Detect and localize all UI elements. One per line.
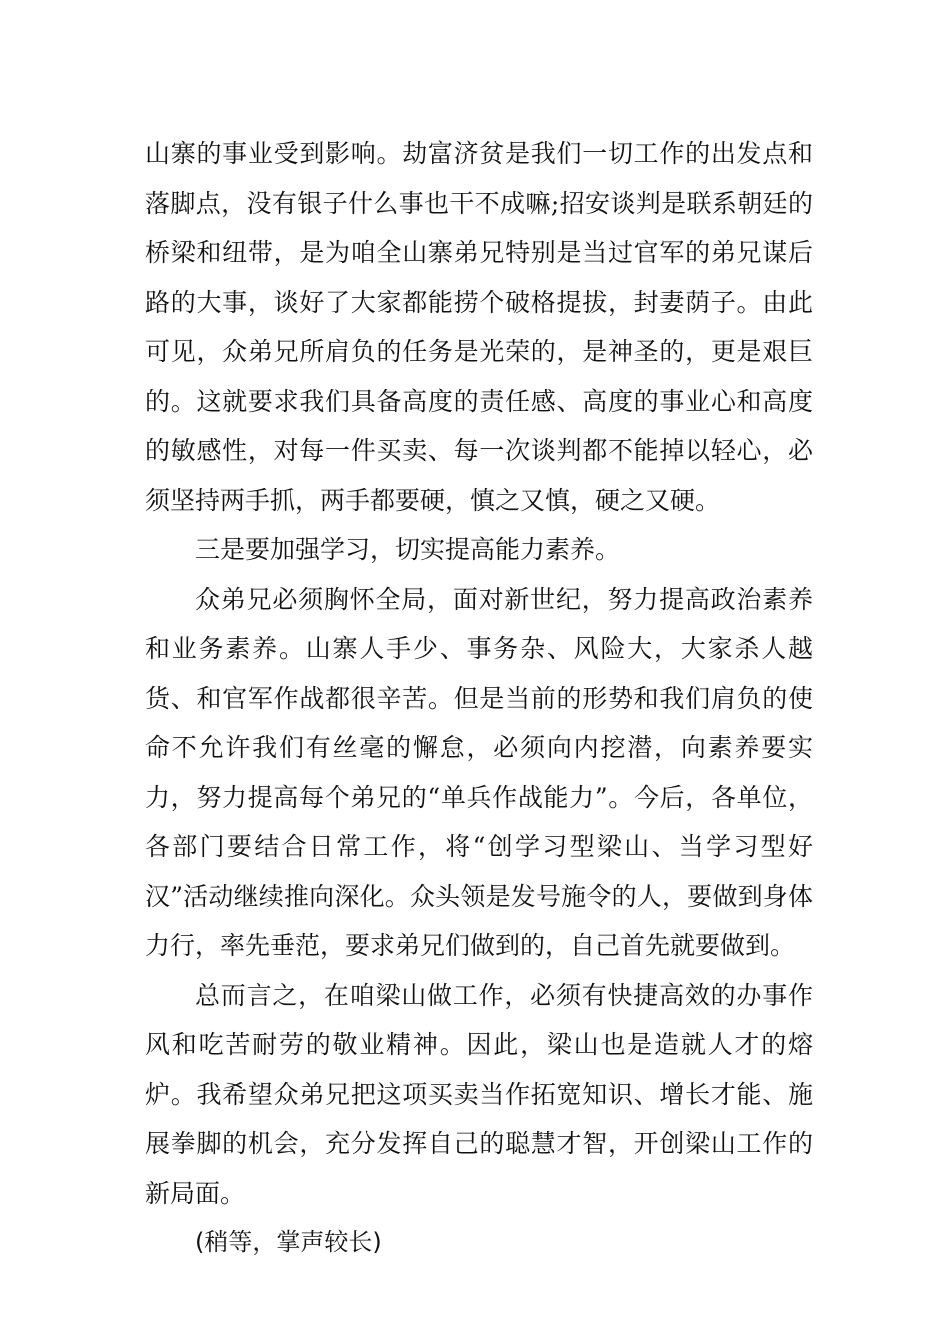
- stage-direction: (稍等，掌声较长): [195, 1228, 382, 1256]
- document-body: [145, 129, 813, 1268]
- paragraph-section-heading: 三是要加强学习，切实提高能力素养。: [195, 535, 621, 564]
- paragraph-continuation: 山寨的事业受到影响。劫富济贫是我们一切工作的出发点和落脚点，没有银子什么事也干不成嘛;招安谈判是联系朝廷的桥梁和纽带，是为咱全山寨弟兄特别是当过官军的弟兄谋后路的大事，谈好了大家都能捞个破格提拔，封妻荫子。由此可见，众弟兄所肩负的任务是光荣的，是神圣的，更是艰巨的。这就要求我们具备高度的责任感、高度的事业心和高度的敏感性，对每一件买卖、每一次谈判都不能掉以轻心，必须坚持两手抓，两手都要硬，慎之又慎，硬之又硬。: [145, 139, 813, 515]
- paragraph-study: 众弟兄必须胸怀全局，面对新世纪，努力提高政治素养和业务素养。山寨人手少、事务杂、风险大，大家杀人越货、和官军作战都很辛苦。但是当前的形势和我们肩负的使命不允许我们有丝毫的懈怠，必须向内挖潜，向素养要实力，努力提高每个弟兄的“单兵作战能力”。今后，各单位，各部门要结合日常工作，将“创学习型梁山、当学习型好汉”活动继续推向深化。众头领是发号施令的人，要做到身体力行，率先垂范，要求弟兄们做到的，自己首先就要做到。: [145, 584, 813, 960]
- paragraph-conclusion: 总而言之，在咱梁山做工作，必须有快捷高效的办事作风和吃苦耐劳的敬业精神。因此，梁山也是造就人才的熔炉。我希望众弟兄把这项买卖当作拓宽知识、增长才能、施展拳脚的机会，充分发挥自己的聪慧才智，开创梁山工作的新局面。: [145, 980, 813, 1208]
